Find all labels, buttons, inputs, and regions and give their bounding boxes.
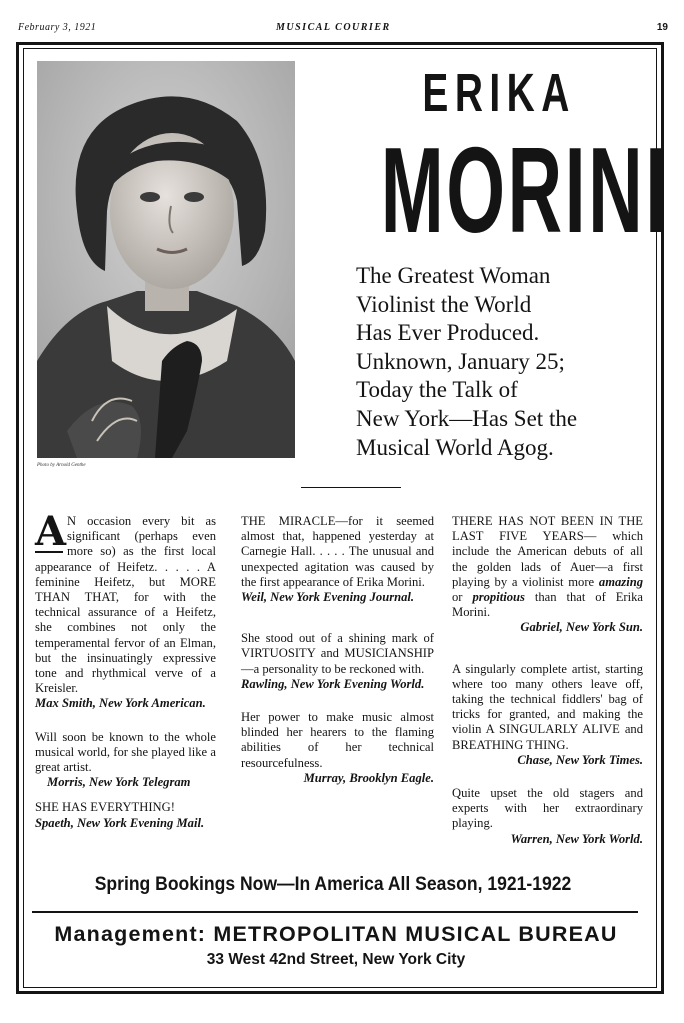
review-quote-text: than that of Erika Morini. <box>452 590 643 620</box>
management-line: Management: METROPOLITAN MUSICAL BUREAU <box>54 922 618 946</box>
issue-date: February 3, 1921 <box>18 22 97 33</box>
address-line: 33 West 42nd Street, New York City <box>206 951 466 968</box>
review-column-2 <box>241 514 434 786</box>
review-quote-text: THERE HAS NOT BEEN IN THE LAST FIVE YEARS— which include the American debuts of all the golden lads of Auer—a first playing by a violinist more <box>452 514 643 589</box>
review-column-3 <box>452 514 643 847</box>
drop-cap: A <box>35 508 67 555</box>
review-attribution: Max Smith, New York American. <box>35 696 206 711</box>
emphasis-text: propitious <box>472 590 525 605</box>
headline-line: The Greatest Woman <box>356 263 551 288</box>
review-quote: Her power to make music almost blinded her hearers to the flaming abilities of her technical resourcefulness. <box>241 710 434 770</box>
review-quote-text: N occasion every bit as significant (perhaps even more so) as the first local appearance of Heifetz. . . . . A feminine Heifetz, but MORE THAN THAT, for with the technical assurance of a Heifetz, she combines not only the temperamental fervor of an Elman, but the insinuatingly expressive tone and rhythmical verve of a Kreisler. <box>35 514 216 696</box>
headline-line: Unknown, January 25; <box>356 348 565 374</box>
review-attribution: Murray, Brooklyn Eagle. <box>303 770 434 785</box>
headline-line: Has Ever Produced. <box>356 320 540 346</box>
headline-block <box>356 262 646 462</box>
review-quote: Will soon be known to the whole musical world, for she played like a great artist. <box>35 729 216 775</box>
running-head <box>18 22 668 36</box>
review-attribution: Morris, New York Telegram <box>47 775 191 790</box>
review-attribution: Rawling, New York Evening World. <box>241 676 425 691</box>
review-attribution: Spaeth, New York Evening Mail. <box>35 815 205 830</box>
headline-line: Violinist the World <box>356 291 532 317</box>
review-quote: She stood out of a shining mark of VIRTUOSITY and MUSICIANSHIP—a personality to be reckoned with. <box>241 631 434 676</box>
review-attribution: Gabriel, New York Sun. <box>520 620 643 635</box>
review-quote-text: or <box>452 590 473 605</box>
headline-line: Today the Talk of <box>356 377 518 403</box>
emphasis-text: amazing <box>598 574 643 589</box>
review-column-1 <box>35 508 216 831</box>
review-quote: SHE HAS EVERYTHING! <box>35 800 175 815</box>
review-quote: Quite upset the old stagers and experts with her extraordinary playing. <box>452 786 643 831</box>
review-attribution: Warren, New York World. <box>510 831 643 846</box>
page-number: 19 <box>656 22 668 33</box>
review-quote: THE MIRACLE—for it seemed almost that, happened yesterday at Carnegie Hall. . . . . The unusual and unexpected agitation was caused by the first appearance of Erika Morini. <box>241 514 434 589</box>
photo-credit: Photo by Arnold Genthe <box>37 463 86 468</box>
review-attribution: Chase, New York Times. <box>517 752 643 767</box>
headline-line: Musical World Agog. <box>356 434 554 460</box>
review-quote <box>452 514 643 620</box>
footer-rule <box>32 911 638 913</box>
divider-rule <box>301 487 401 488</box>
review-attribution: Weil, New York Evening Journal. <box>241 590 415 605</box>
artist-last-name: MORINI <box>380 122 669 258</box>
review-quote: A singularly complete artist, starting where too many others leave off, taking the technical fiddlers' bag of tricks for granted, and making the violin A SINGULARLY ALIVE and BREATHING THING. <box>452 661 643 752</box>
spring-bookings-line: Spring Bookings Now—In America All Season, 1921-1922 <box>94 873 572 895</box>
publication-name: MUSICAL COURIER <box>276 22 391 33</box>
review-quote <box>35 508 216 696</box>
headline-line: New York—Has Set the <box>356 405 578 431</box>
portrait-photo <box>37 61 295 458</box>
artist-first-name: ERIKA <box>422 63 576 123</box>
